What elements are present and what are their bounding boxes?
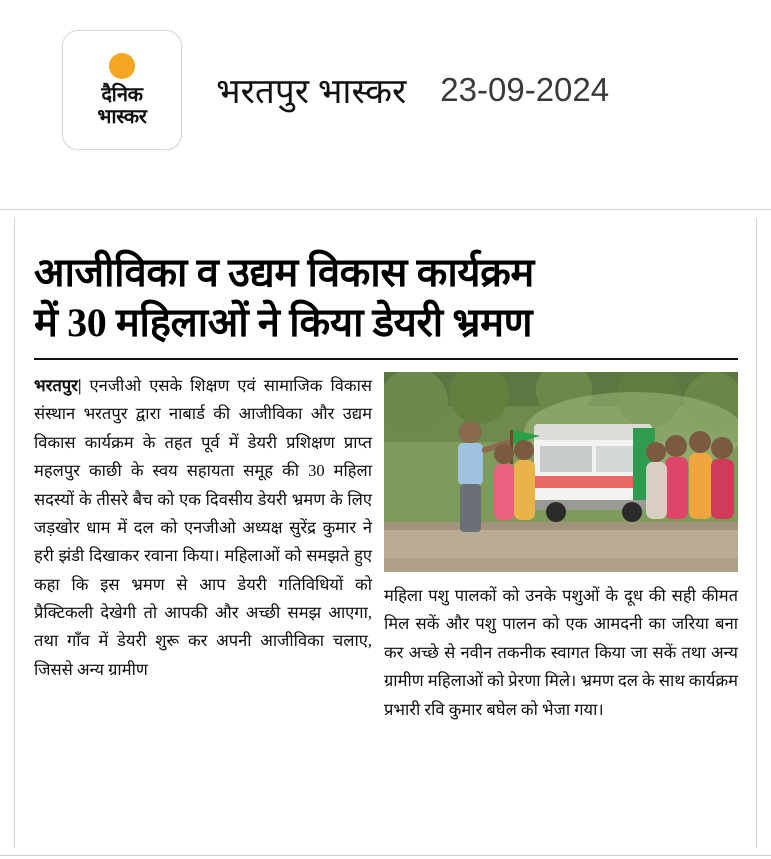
- edition-date: 23-09-2024: [440, 71, 610, 108]
- article-paragraph-right: महिला पशु पालकों को उनके पशुओं के दूध की सही कीमत मिल सकें और पशु पालन को एक आमदनी का जरिया बना कर अच्छे से नवीन तकनीक स्वागत किया जा सकें तथा अन्य ग्रामीण महिलाओं को प्रेरणा मिले। भ्रमण दल के साथ कार्यक्रम प्रभारी रवि कुमार बघेल को भेजा गया।: [384, 586, 738, 719]
- headline-underline: [34, 358, 738, 360]
- right-column-rule: [756, 218, 757, 848]
- sun-dot-icon: [109, 53, 135, 79]
- headline-line-2: में 30 महिलाओं ने किया डेयरी भ्रमण: [34, 300, 533, 345]
- news-photo: [384, 372, 738, 572]
- article-column-left: [34, 372, 372, 684]
- dateline: भरतपुर|: [34, 376, 82, 395]
- page-title: [34, 248, 738, 348]
- edition-title: भरतपुर भास्कर: [216, 71, 407, 111]
- header-divider: [0, 209, 771, 210]
- article-paragraph-left: [34, 372, 372, 684]
- masthead: [0, 0, 771, 150]
- logo-text-line1: दैनिक: [101, 83, 143, 106]
- footer-divider: [0, 855, 771, 856]
- left-column-rule: [14, 218, 15, 848]
- headline-line-1: आजीविका व उद्यम विकास कार्यक्रम: [34, 250, 534, 295]
- article-column-right: [384, 582, 738, 724]
- article-text-left: एनजीओ एसके शिक्षण एवं सामाजिक विकास संस्थान भरतपुर द्वारा नाबार्ड की आजीविका और उद्यम विकास कार्यक्रम के तहत पूर्व में डेयरी प्रशिक्षण प्राप्त महलपुर काछी के स्वय सहायता समूह की 30 महिला सदस्यों के तीसरे बैच को एक दिवसीय डेयरी भ्रमण के लिए जड़खोर धाम में दल को एनजीओ अध्यक्ष सुरेंद्र कुमार ने हरी झंडी दिखाकर रवाना किया। महिलाओं को समझते हुए कहा कि इस भ्रमण से आप डेयरी गतिविधियों को प्रैक्टिकली देखेगी तो आपकी और अच्छी समझ आएगा, तथा गाँव में डेयरी शुरू कर अपनी आजीविका चलाए, जिससे अन्य ग्रामीण: [34, 376, 372, 679]
- dainik-bhaskar-logo: [62, 30, 182, 150]
- logo-text-line2: भास्कर: [97, 105, 147, 128]
- article: [34, 248, 738, 719]
